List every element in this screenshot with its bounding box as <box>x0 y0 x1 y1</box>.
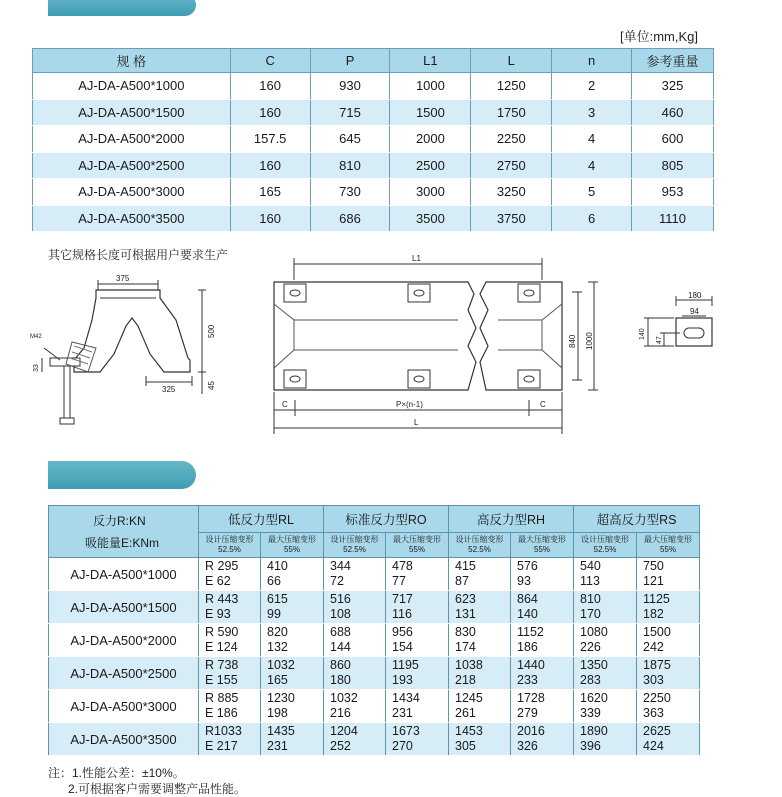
value-cell <box>637 723 700 756</box>
r-value: 820 <box>267 625 288 639</box>
sub-design-pct: 52.5% <box>218 545 241 554</box>
value-cell <box>637 558 700 591</box>
r-value: R 590 <box>205 625 239 639</box>
r-value: 1890 <box>580 724 608 738</box>
cell: 953 <box>632 179 714 206</box>
cell: AJ-DA-A500*1500 <box>33 99 231 126</box>
value-cell <box>574 690 637 723</box>
col-l1: L1 <box>390 49 471 73</box>
e-value: 226 <box>580 640 601 654</box>
value-cell <box>199 723 261 756</box>
e-value: 231 <box>392 706 413 720</box>
e-value: 198 <box>267 706 288 720</box>
sub-max <box>637 533 700 558</box>
dim-1000: 1000 <box>585 332 594 350</box>
r-value: 415 <box>455 559 476 573</box>
cell: 810 <box>310 152 390 179</box>
notes <box>48 765 246 797</box>
e-value: 182 <box>643 607 664 621</box>
r-value: 860 <box>330 658 351 672</box>
cell: 2000 <box>390 126 471 153</box>
sub-max <box>386 533 449 558</box>
e-value: 165 <box>267 673 288 687</box>
table-row <box>33 99 714 126</box>
e-value: 424 <box>643 739 664 753</box>
r-value: 2250 <box>643 691 671 705</box>
value-cell <box>637 624 700 657</box>
e-value: E 186 <box>205 706 238 720</box>
e-value: 170 <box>580 607 601 621</box>
bolt-label: M42 <box>30 334 42 340</box>
r-value: 1673 <box>392 724 420 738</box>
dim-94: 94 <box>690 307 699 316</box>
cell: 5 <box>552 179 632 206</box>
cell: 1750 <box>471 99 552 126</box>
r-value: R 443 <box>205 592 239 606</box>
e-value: 339 <box>580 706 601 720</box>
r-value: 717 <box>392 592 413 606</box>
value-cell <box>324 558 386 591</box>
col-spec: 规 格 <box>33 49 231 73</box>
r-value: R 738 <box>205 658 239 672</box>
e-value: E 62 <box>205 574 231 588</box>
value-cell <box>261 723 324 756</box>
performance-table <box>48 505 700 756</box>
spec-cell: AJ-DA-A500*3500 <box>49 723 199 756</box>
dim-500: 500 <box>207 324 216 338</box>
value-cell <box>637 591 700 624</box>
sub-max-label: 最大压缩变形 <box>518 535 566 544</box>
value-cell <box>449 690 511 723</box>
r-value: 2016 <box>517 724 545 738</box>
cell: 460 <box>632 99 714 126</box>
dim-375: 375 <box>116 274 130 283</box>
cell: 715 <box>310 99 390 126</box>
r-value: 1440 <box>517 658 545 672</box>
r-value: 1038 <box>455 658 483 672</box>
r-value: 810 <box>580 592 601 606</box>
r-value: 1435 <box>267 724 295 738</box>
spec-cell: AJ-DA-A500*2000 <box>49 624 199 657</box>
e-value: E 155 <box>205 673 238 687</box>
e-value: 396 <box>580 739 601 753</box>
r-value: 1350 <box>580 658 608 672</box>
dim-325: 325 <box>162 385 176 394</box>
e-value: 140 <box>517 607 538 621</box>
cell: 930 <box>310 73 390 100</box>
table-row <box>49 657 700 690</box>
r-value: 956 <box>392 625 413 639</box>
col-n: n <box>552 49 632 73</box>
e-value: 93 <box>517 574 531 588</box>
e-value: 270 <box>392 739 413 753</box>
r-value: 1032 <box>267 658 295 672</box>
value-cell <box>511 723 574 756</box>
value-cell <box>261 690 324 723</box>
note-line-1: 注：1.性能公差：±10%。 <box>48 766 185 780</box>
table-row <box>33 179 714 206</box>
cell: 2250 <box>471 126 552 153</box>
e-value: 113 <box>580 574 600 588</box>
cell: 160 <box>230 152 310 179</box>
e-value: 303 <box>643 673 664 687</box>
spec-cell: AJ-DA-A500*1500 <box>49 591 199 624</box>
r-value: 1195 <box>392 658 419 672</box>
cell: 325 <box>632 73 714 100</box>
corner-cell <box>49 506 199 558</box>
table-row <box>33 73 714 100</box>
e-value: 99 <box>267 607 281 621</box>
side-profile-drawing <box>30 268 230 438</box>
e-value: 87 <box>455 574 469 588</box>
r-value: 1728 <box>517 691 545 705</box>
value-cell <box>449 558 511 591</box>
spec-cell: AJ-DA-A500*1000 <box>49 558 199 591</box>
e-value: 72 <box>330 574 344 588</box>
cell: 4 <box>552 126 632 153</box>
corner-energy: 吸能量E:KNm <box>85 535 160 550</box>
cell: AJ-DA-A500*2500 <box>33 152 231 179</box>
group-ro: 标准反力型RO <box>324 506 449 533</box>
e-value: 218 <box>455 673 476 687</box>
table-row <box>49 591 700 624</box>
spec-table-header <box>33 49 714 73</box>
value-cell <box>511 591 574 624</box>
sub-max-label: 最大压缩变形 <box>393 535 441 544</box>
r-value: 1204 <box>330 724 358 738</box>
e-value: 180 <box>330 673 351 687</box>
value-cell <box>324 657 386 690</box>
cell: 645 <box>310 126 390 153</box>
value-cell <box>386 657 449 690</box>
sub-design-pct: 52.5% <box>593 545 617 554</box>
value-cell <box>449 723 511 756</box>
sub-max <box>511 533 574 558</box>
value-cell <box>261 657 324 690</box>
value-cell <box>574 723 637 756</box>
table-row <box>49 690 700 723</box>
r-value: R1033 <box>205 724 242 738</box>
custom-length-note: 其它规格长度可根据用户要求生产 <box>48 248 229 262</box>
spec-table <box>32 48 714 232</box>
cell: 160 <box>230 205 310 232</box>
r-value: 615 <box>267 592 288 606</box>
r-value: 478 <box>392 559 413 573</box>
bracket-drawing <box>634 290 724 352</box>
front-elevation-drawing <box>262 250 602 436</box>
value-cell <box>511 624 574 657</box>
dim-33: 33 <box>33 364 40 372</box>
value-cell <box>199 690 261 723</box>
dim-140: 140 <box>639 328 646 340</box>
dim-l: L <box>414 418 419 427</box>
cell: 4 <box>552 152 632 179</box>
e-value: 305 <box>455 739 476 753</box>
cell: AJ-DA-A500*2000 <box>33 126 231 153</box>
cell: 165 <box>230 179 310 206</box>
sub-design-label: 设计压缩变形 <box>205 535 254 544</box>
cell: 6 <box>552 205 632 232</box>
r-value: 750 <box>643 559 664 573</box>
sub-design <box>574 533 637 558</box>
value-cell <box>386 723 449 756</box>
cell: 2750 <box>471 152 552 179</box>
note-line-2: 2.可根据客户需要调整产品性能。 <box>68 782 247 796</box>
r-value: 830 <box>455 625 476 639</box>
r-value: 864 <box>517 592 538 606</box>
value-cell <box>324 723 386 756</box>
sub-design <box>324 533 386 558</box>
col-l: L <box>471 49 552 73</box>
sub-max-pct: 55% <box>659 545 676 554</box>
r-value: R 885 <box>205 691 239 705</box>
e-value: 363 <box>643 706 664 720</box>
cell: 1000 <box>390 73 471 100</box>
col-weight: 参考重量 <box>632 49 714 73</box>
e-value: 174 <box>455 640 476 654</box>
value-cell <box>574 624 637 657</box>
value-cell <box>511 558 574 591</box>
group-rs: 超高反力型RS <box>574 506 700 533</box>
value-cell <box>449 624 511 657</box>
dim-c-left: C <box>282 400 288 409</box>
value-cell <box>261 591 324 624</box>
value-cell <box>324 624 386 657</box>
e-value: 116 <box>392 607 412 621</box>
cell: 3750 <box>471 205 552 232</box>
e-value: 131 <box>455 607 476 621</box>
table-row <box>33 152 714 179</box>
dim-45: 45 <box>207 381 216 390</box>
cell: 160 <box>230 99 310 126</box>
r-value: 1080 <box>580 625 608 639</box>
sub-design-pct: 52.5% <box>343 545 366 554</box>
cell: 730 <box>310 179 390 206</box>
value-cell <box>574 657 637 690</box>
cell: 1500 <box>390 99 471 126</box>
unit-label: [单位:mm,Kg] <box>620 29 699 44</box>
perf-group-header <box>49 506 700 533</box>
sub-max <box>261 533 324 558</box>
value-cell <box>324 591 386 624</box>
dim-c-right: C <box>540 400 546 409</box>
value-cell <box>637 657 700 690</box>
r-value: 1245 <box>455 691 483 705</box>
r-value: 410 <box>267 559 288 573</box>
cell: 160 <box>230 73 310 100</box>
r-value: 1453 <box>455 724 483 738</box>
cell: 3250 <box>471 179 552 206</box>
cell: AJ-DA-A500*3000 <box>33 179 231 206</box>
cell: 2 <box>552 73 632 100</box>
table-row <box>33 126 714 153</box>
sub-design <box>199 533 261 558</box>
cell: 686 <box>310 205 390 232</box>
sub-max-pct: 55% <box>533 545 550 554</box>
e-value: 283 <box>580 673 601 687</box>
sub-max-label: 最大压缩变形 <box>268 535 316 544</box>
value-cell <box>574 558 637 591</box>
e-value: 231 <box>267 739 288 753</box>
table-row <box>49 558 700 591</box>
r-value: 516 <box>330 592 351 606</box>
sub-design <box>449 533 511 558</box>
dim-47: 47 <box>656 336 663 344</box>
value-cell <box>637 690 700 723</box>
section-tab-top <box>48 0 196 16</box>
e-value: 66 <box>267 574 281 588</box>
spec-cell: AJ-DA-A500*2500 <box>49 657 199 690</box>
sub-max-pct: 55% <box>283 545 300 554</box>
r-value: 1434 <box>392 691 420 705</box>
cell: 3500 <box>390 205 471 232</box>
cell: 157.5 <box>230 126 310 153</box>
r-value: 344 <box>330 559 351 573</box>
value-cell <box>261 624 324 657</box>
col-p: P <box>310 49 390 73</box>
dim-180: 180 <box>688 291 702 300</box>
sub-design-label: 设计压缩变形 <box>330 535 379 544</box>
r-value: 1125 <box>643 592 670 606</box>
sub-design-label: 设计压缩变形 <box>455 535 504 544</box>
value-cell <box>511 657 574 690</box>
e-value: 261 <box>455 706 476 720</box>
r-value: 1152 <box>517 625 544 639</box>
e-value: 279 <box>517 706 538 720</box>
value-cell <box>386 558 449 591</box>
value-cell <box>386 624 449 657</box>
dim-pitch: P×(n-1) <box>396 400 423 409</box>
value-cell <box>511 690 574 723</box>
cell: 1250 <box>471 73 552 100</box>
cell: 2500 <box>390 152 471 179</box>
e-value: 154 <box>392 640 413 654</box>
e-value: 193 <box>392 673 413 687</box>
e-value: 233 <box>517 673 538 687</box>
r-value: 1620 <box>580 691 608 705</box>
dim-840: 840 <box>568 334 577 348</box>
spec-cell: AJ-DA-A500*3000 <box>49 690 199 723</box>
e-value: 252 <box>330 739 351 753</box>
group-rl: 低反力型RL <box>199 506 324 533</box>
cell: 805 <box>632 152 714 179</box>
r-value: 540 <box>580 559 601 573</box>
e-value: 121 <box>643 574 664 588</box>
r-value: 688 <box>330 625 351 639</box>
e-value: 108 <box>330 607 351 621</box>
cell: 1110 <box>632 205 714 232</box>
e-value: 326 <box>517 739 538 753</box>
sub-design-pct: 52.5% <box>468 545 491 554</box>
e-value: 132 <box>267 640 288 654</box>
table-row <box>33 205 714 232</box>
e-value: E 124 <box>205 640 238 654</box>
section-tab-bottom <box>48 461 196 489</box>
group-rh: 高反力型RH <box>449 506 574 533</box>
cell: 600 <box>632 126 714 153</box>
r-value: 2625 <box>643 724 671 738</box>
dim-l1: L1 <box>412 254 421 263</box>
cell: AJ-DA-A500*1000 <box>33 73 231 100</box>
value-cell <box>199 624 261 657</box>
r-value: 576 <box>517 559 538 573</box>
value-cell <box>324 690 386 723</box>
value-cell <box>574 591 637 624</box>
r-value: 1230 <box>267 691 295 705</box>
sub-max-label: 最大压缩变形 <box>644 535 692 544</box>
cell: 3 <box>552 99 632 126</box>
value-cell <box>199 657 261 690</box>
value-cell <box>386 591 449 624</box>
e-value: E 217 <box>205 739 238 753</box>
value-cell <box>449 591 511 624</box>
value-cell <box>199 558 261 591</box>
e-value: 77 <box>392 574 406 588</box>
value-cell <box>386 690 449 723</box>
col-c: C <box>230 49 310 73</box>
r-value: 623 <box>455 592 476 606</box>
e-value: 242 <box>643 640 664 654</box>
value-cell <box>199 591 261 624</box>
sub-max-pct: 55% <box>408 545 425 554</box>
e-value: 144 <box>330 640 351 654</box>
cell: AJ-DA-A500*3500 <box>33 205 231 232</box>
value-cell <box>261 558 324 591</box>
r-value: 1032 <box>330 691 358 705</box>
r-value: 1875 <box>643 658 671 672</box>
r-value: R 295 <box>205 559 239 573</box>
table-row <box>49 723 700 756</box>
value-cell <box>449 657 511 690</box>
corner-reaction: 反力R:KN <box>93 513 146 528</box>
r-value: 1500 <box>643 625 671 639</box>
e-value: E 93 <box>205 607 231 621</box>
table-row <box>49 624 700 657</box>
sub-design-label: 设计压缩变形 <box>581 535 629 544</box>
e-value: 216 <box>330 706 351 720</box>
e-value: 186 <box>517 640 538 654</box>
cell: 3000 <box>390 179 471 206</box>
